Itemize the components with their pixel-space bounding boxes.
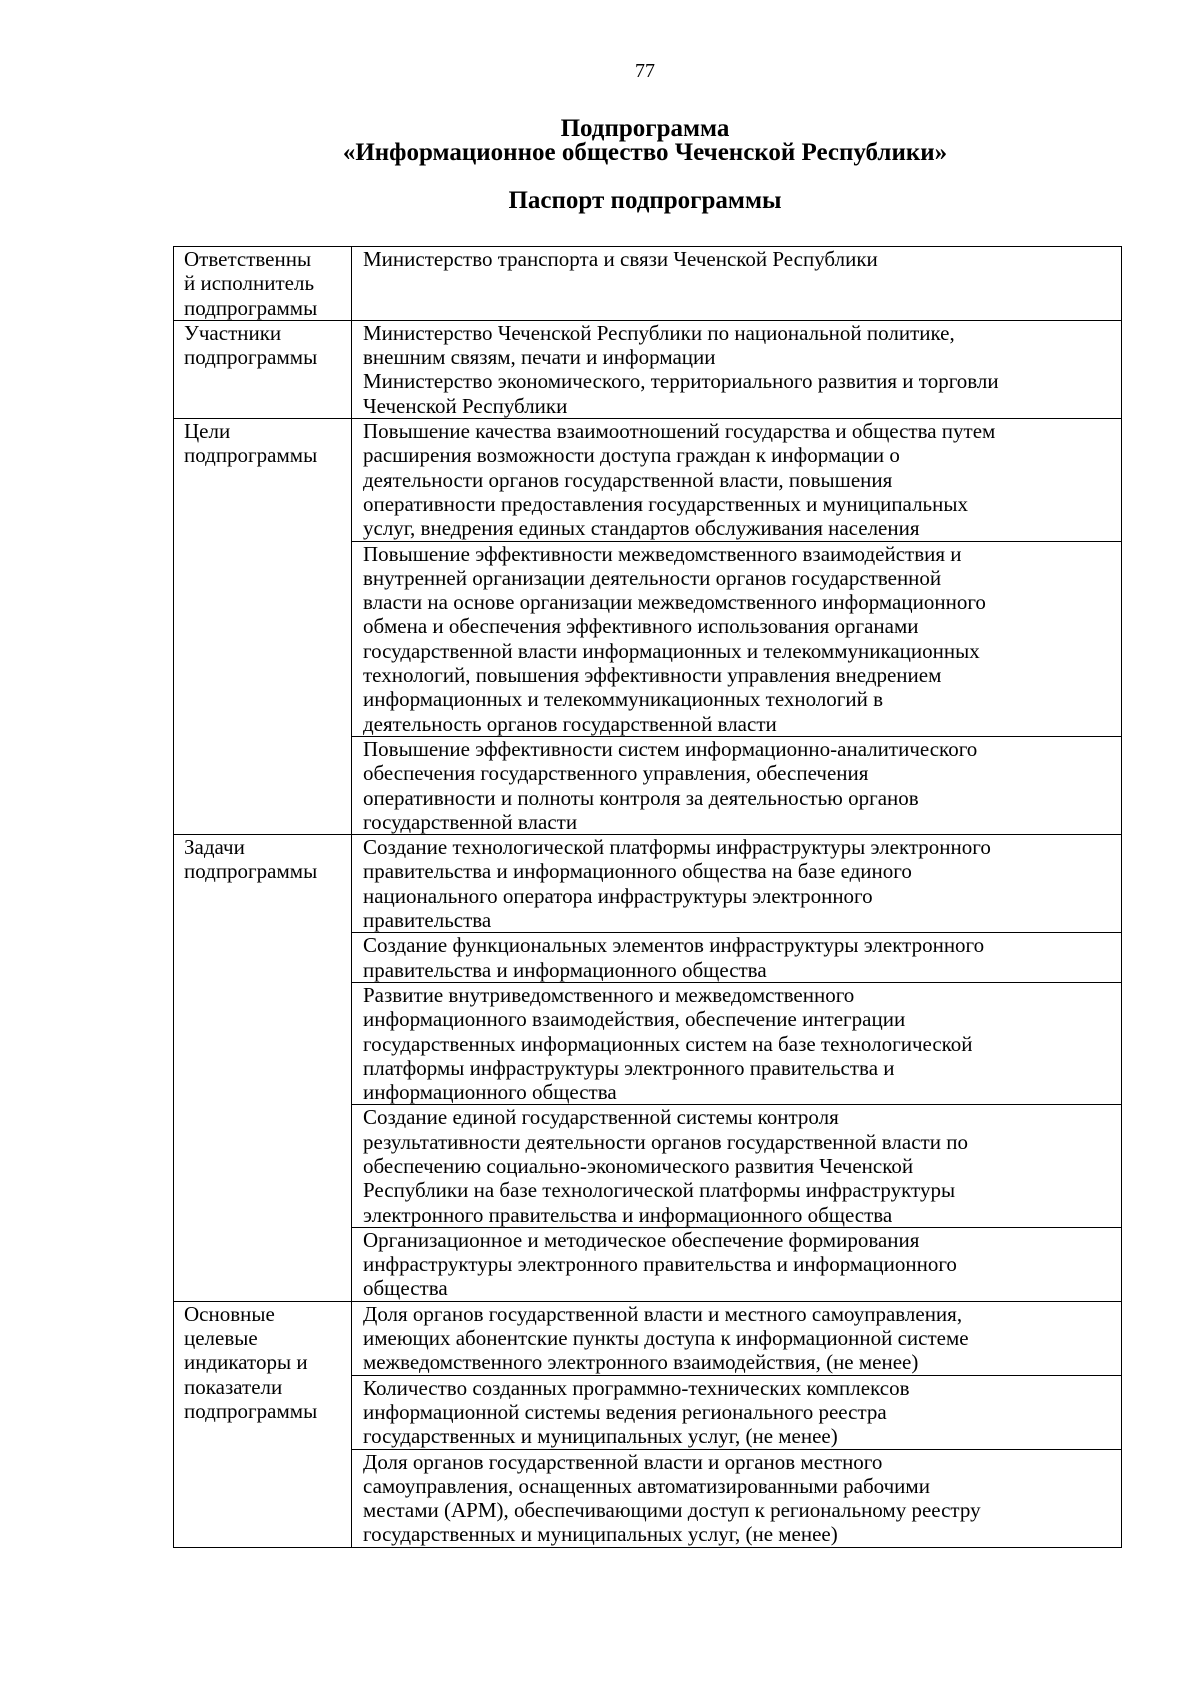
row-value-line: местами (АРМ), обеспечивающими доступ к региональному реестру <box>363 1498 981 1523</box>
row-label-line: й исполнитель <box>184 271 315 296</box>
row-value-line: информационных и телекоммуникационных технологий в <box>363 687 884 712</box>
subprogram-heading: Подпрограмма <box>560 115 730 142</box>
row-value-line: информационного взаимодействия, обеспечение интеграции <box>363 1007 906 1032</box>
row-value-line: платформы инфраструктуры электронного правительства и <box>363 1055 895 1080</box>
row-value-line: Создание единой государственной системы контроля <box>363 1105 839 1130</box>
row-value-line: обеспечению социально-экономического развития Чеченской <box>363 1153 914 1178</box>
row-label-line: подпрограммы <box>184 345 318 370</box>
row-value-line: Повышение качества взаимоотношений государства и общества путем <box>363 419 996 444</box>
table-row <box>174 247 1122 321</box>
row-value <box>352 982 1122 1104</box>
row-value-line: государственных и муниципальных услуг, (не менее) <box>363 1522 838 1547</box>
row-value-line: оперативности предоставления государственных и муниципальных <box>363 491 968 516</box>
row-value-line: инфраструктуры электронного правительства и информационного <box>363 1252 957 1277</box>
table-row <box>174 835 1122 933</box>
row-value-line: Министерство транспорта и связи Чеченской Республики <box>363 247 878 271</box>
row-value <box>352 1375 1122 1449</box>
row-value <box>352 835 1122 933</box>
row-label-line: Основные <box>184 1301 275 1326</box>
row-value <box>352 1227 1122 1301</box>
row-label-line: подпрограммы <box>184 859 318 884</box>
row-label <box>174 247 352 321</box>
row-value-line: информационного общества <box>363 1080 617 1105</box>
row-value-line: национального оператора инфраструктуры электронного <box>363 883 873 908</box>
row-value-line: Организационное и методическое обеспечение формирования <box>363 1227 920 1252</box>
row-value-line: Развитие внутриведомственного и межведомственного <box>363 982 855 1007</box>
row-label <box>174 1301 352 1547</box>
row-label-line: Ответственны <box>184 247 312 271</box>
row-value-line: правительства и информационного общества <box>363 957 767 982</box>
row-value-line: информационной системы ведения регионального реестра <box>363 1399 887 1424</box>
row-value <box>352 541 1122 736</box>
row-label-line: целевые <box>184 1326 258 1351</box>
row-value-line: государственной власти информационных и телекоммуникационных <box>363 638 980 663</box>
row-value-line: самоуправления, оснащенных автоматизированными рабочими <box>363 1473 930 1498</box>
row-value <box>352 1449 1122 1547</box>
row-label-line: подпрограммы <box>184 443 318 468</box>
row-value-line: электронного правительства и информационного общества <box>363 1202 893 1227</box>
table-row <box>174 320 1122 418</box>
table-row <box>174 419 1122 541</box>
row-label-line: индикаторы и <box>184 1350 308 1375</box>
row-label-line: подпрограммы <box>184 1398 318 1423</box>
row-label-line: Участники <box>184 320 282 345</box>
row-label-line: подпрограммы <box>184 295 318 320</box>
row-value-line: расширения возможности доступа граждан к информации о <box>363 443 900 468</box>
row-value-line: Министерство экономического, территориального развития и торговли <box>363 369 999 394</box>
row-value-line: государственной власти <box>363 809 578 834</box>
row-value-line: имеющих абонентские пункты доступа к информационной системе <box>363 1326 969 1351</box>
row-value-line: Республики на базе технологической платформы инфраструктуры <box>363 1178 956 1203</box>
passport-heading: Паспорт подпрограммы <box>508 187 782 214</box>
row-value-line: Доля органов государственной власти и органов местного <box>363 1449 883 1474</box>
row-value <box>352 247 1122 321</box>
row-value-line: Создание технологической платформы инфраструктуры электронного <box>363 835 991 860</box>
page-number: 77 <box>635 60 655 82</box>
row-value-line: технологий, повышения эффективности управления внедрением <box>363 663 942 688</box>
row-value-line: услуг, внедрения единых стандартов обслуживания населения <box>363 516 920 541</box>
row-value-line: власти на основе организации межведомственного информационного <box>363 590 986 615</box>
row-value <box>352 1105 1122 1227</box>
row-value-line: Доля органов государственной власти и местного самоуправления, <box>363 1301 963 1326</box>
row-value <box>352 933 1122 983</box>
row-value-line: Повышение эффективности межведомственного взаимодействия и <box>363 541 962 566</box>
row-value-line: деятельность органов государственной власти <box>363 711 777 736</box>
row-label <box>174 419 352 835</box>
row-value <box>352 419 1122 541</box>
row-value-line: межведомственного электронного взаимодействия, (не менее) <box>363 1350 919 1375</box>
row-value-line: внешним связям, печати и информации <box>363 345 716 370</box>
row-label <box>174 320 352 418</box>
row-value <box>352 320 1122 418</box>
row-value <box>352 1301 1122 1375</box>
row-label-line: Цели <box>184 419 231 444</box>
row-value-line: обмена и обеспечения эффективного использования органами <box>363 614 919 639</box>
row-value-line: Чеченской Республики <box>363 393 568 418</box>
row-value-line: результативности деятельности органов государственной власти по <box>363 1129 968 1154</box>
row-label-line: показатели <box>184 1374 283 1399</box>
row-label <box>174 835 352 1302</box>
row-value-line: обеспечения государственного управления, обеспечения <box>363 761 869 786</box>
table-row <box>174 1301 1122 1375</box>
row-value-line: общества <box>363 1276 448 1301</box>
row-value-line: государственных информационных систем на базе технологической <box>363 1031 973 1056</box>
row-value-line: Количество созданных программно-технических комплексов <box>363 1375 910 1400</box>
row-value <box>352 736 1122 834</box>
row-value-line: Министерство Чеченской Республики по национальной политике, <box>363 320 955 345</box>
subprogram-title: «Информационное общество Чеченской Республики» <box>342 139 948 166</box>
row-value-line: Повышение эффективности систем информационно-аналитического <box>363 736 978 761</box>
row-value-line: оперативности и полноты контроля за деятельностью органов <box>363 785 919 810</box>
row-value-line: правительства и информационного общества на базе единого <box>363 859 912 884</box>
row-value-line: государственных и муниципальных услуг, (не менее) <box>363 1424 838 1449</box>
row-label-line: Задачи <box>184 835 245 860</box>
passport-table <box>173 246 1122 1548</box>
row-value-line: внутренней организации деятельности органов государственной <box>363 565 942 590</box>
row-value-line: Создание функциональных элементов инфраструктуры электронного <box>363 933 985 958</box>
row-value-line: деятельности органов государственной власти, повышения <box>363 467 893 492</box>
row-value-line: правительства <box>363 908 492 933</box>
